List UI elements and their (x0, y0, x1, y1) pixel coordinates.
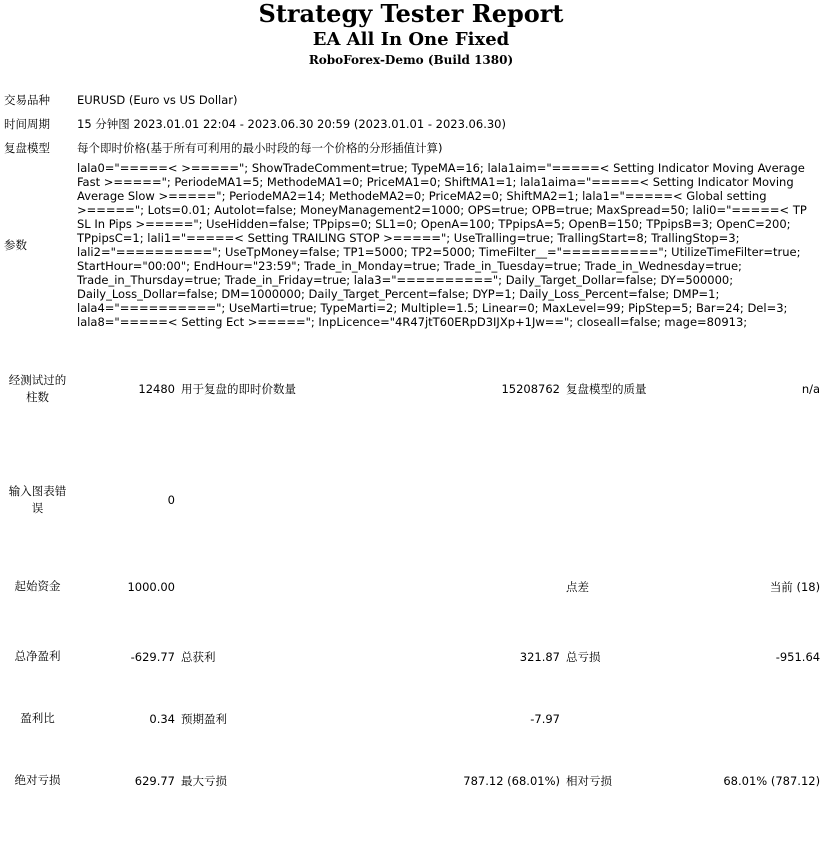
errors-label: 输入图表错误 (8, 483, 67, 515)
drawdown-row (0, 746, 822, 816)
gross-profit-label: 总获利 (181, 650, 216, 664)
parameters-label: 参数 (4, 238, 27, 252)
spread-value: 当前 (18) (769, 580, 821, 594)
server-build: RoboForex-Demo (Build 1380) (308, 53, 514, 67)
model-value: 每个即时价格(基于所有可利用的最小时段的每一个价格的分形插值计算) (77, 141, 443, 155)
symbol-row (0, 88, 822, 112)
symbol-label: 交易品种 (4, 93, 50, 107)
spread-label: 点差 (566, 580, 589, 594)
parameters-value: lala0="=====< >====="; ShowTradeComment=true; TypeMA=16; lala1aim="=====< Setting Indicator Moving Average Fast >====="; PeriodeMA1=5; MethodeMA1=0; PriceMA1=0; ShiftMA1=1; lala1aima="=====< Setting Indicator Moving Average Slow >====="; PeriodeMA2=14; MethodeMA2=0; PriceMA2=0; ShiftMA2=1; lala1="=====< Global setting >====="; Lots=0.01; Autolot=false; MoneyManagement2=1000; OPS=true; OPB=true; MaxSpread=50; lali0="=====< TP SL In Pips >====="; UseHidden=false; TPpips=0; SL1=0; OpenA=100; TPpipsA=5; OpenB=150; TPpipsB=3; OpenC=200; TPpipsC=1; lali1="=====< Setting TRAILING STOP >====="; UseTralling=true; TrallingStart=8; TrallingStop=3; lali2="=========="; UseTpMoney=false; TP1=5000; TP2=5000; TimeFilter__="=========="; UtilizeTimeFilter=true; StartHour="00:00"; EndHour="23:59"; Trade_in_Monday=true; Trade_in_Tuesday=true; Trade_in_Wednesday=true; Trade_in_Thursday=true; Trade_in_Friday=true; lala3="=========="; Daily_Target_Dollar=false; DY=500000; Daily_Loss_Dollar=false; DM=1000000; Daily_Target_Percent=false; DYP=1; Daily_Loss_Percent=false; DMP=1; lala4="=========="; UseMarti=true; TypeMarti=2; Multiple=1.5; Linear=0; MaxLevel=99; PipStep=5; Bar=24; Del=3; lala8="=====< Setting Ect >====="; InpLicence="4R47jtT60ERpD3IJXp+1Jw=="; closeall=false; mage=80913; (77, 161, 807, 329)
deposit-row (0, 552, 822, 622)
max-drawdown-value: 787.12 (68.01%) (463, 774, 560, 788)
absolute-drawdown-label: 绝对亏损 (14, 773, 61, 788)
model-label: 复盘模型 (4, 141, 50, 155)
profit-factor-label: 盈利比 (20, 711, 55, 726)
gross-loss-value: -951.64 (775, 650, 821, 664)
gross-loss-label: 总亏损 (566, 650, 601, 664)
report-title: Strategy Tester Report (258, 0, 564, 28)
absolute-drawdown-value: 629.77 (134, 774, 175, 788)
expected-payoff-label: 预期盈利 (181, 712, 227, 726)
period-value: 15 分钟图 2023.01.01 22:04 - 2023.06.30 20:59 (2023.01.01 - 2023.06.30) (77, 117, 506, 131)
profit-factor-row (0, 692, 822, 746)
quality-value: n/a (801, 382, 821, 396)
bars-value: 12480 (138, 382, 175, 396)
period-label: 时间周期 (4, 117, 50, 131)
period-row (0, 112, 822, 136)
errors-row (0, 448, 822, 552)
expert-name: EA All In One Fixed (312, 29, 510, 50)
max-drawdown-label: 最大亏损 (181, 774, 227, 788)
profit-factor-value: 0.34 (149, 712, 175, 726)
relative-drawdown-label: 相对亏损 (566, 774, 612, 788)
parameters-row (0, 160, 822, 330)
relative-drawdown-value: 68.01% (787.12) (723, 774, 821, 788)
report-table (0, 88, 822, 816)
ticks-value: 15208762 (501, 382, 560, 396)
net-profit-row (0, 622, 822, 692)
symbol-value: EURUSD (Euro vs US Dollar) (77, 93, 238, 107)
bars-label: 经测试过的柱数 (8, 372, 67, 404)
deposit-label: 起始资金 (14, 579, 61, 594)
net-profit-value: -629.77 (130, 650, 175, 664)
report-header (0, 0, 822, 68)
model-row (0, 136, 822, 160)
ticks-label: 用于复盘的即时价数量 (181, 382, 296, 396)
quality-label: 复盘模型的质量 (566, 382, 647, 396)
errors-value: 0 (167, 493, 175, 507)
bars-row (0, 330, 822, 448)
expected-payoff-value: -7.97 (530, 712, 560, 726)
deposit-value: 1000.00 (127, 580, 175, 594)
net-profit-label: 总净盈利 (14, 649, 61, 664)
gross-profit-value: 321.87 (519, 650, 560, 664)
